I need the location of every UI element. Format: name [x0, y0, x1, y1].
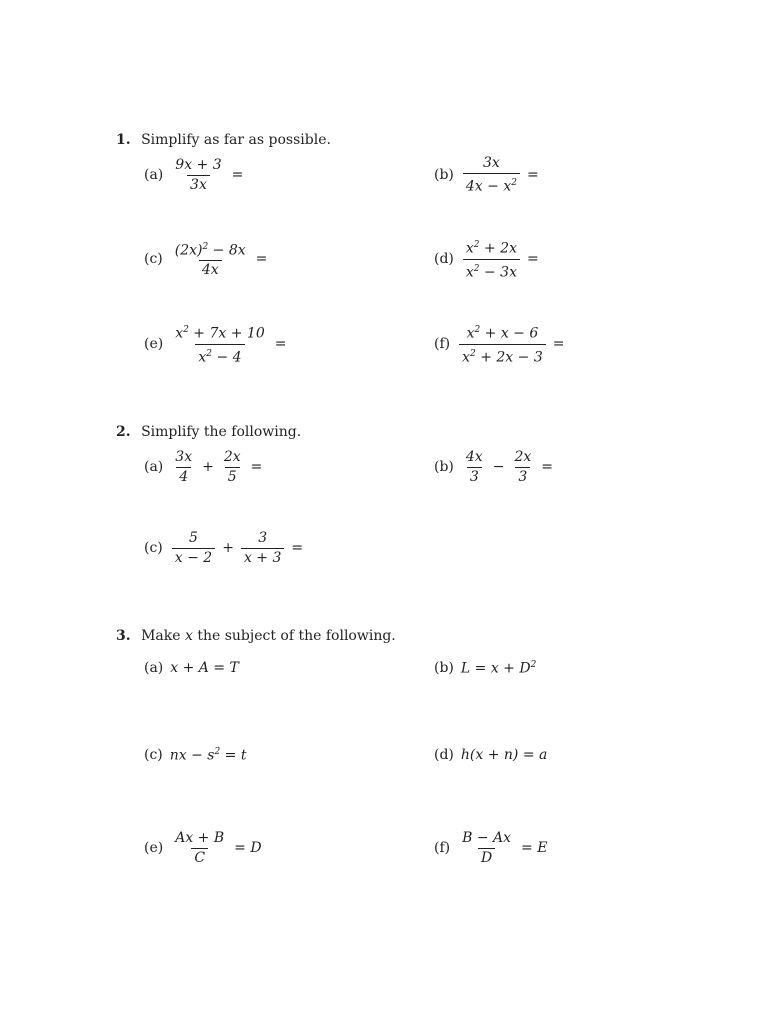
- operator: +: [202, 459, 214, 475]
- question-text-pre: Make: [141, 628, 181, 644]
- denominator: 4: [176, 467, 191, 485]
- fraction: [172, 240, 249, 279]
- q3-part-f: [434, 828, 552, 868]
- part-label: (d): [434, 251, 454, 267]
- fraction: [241, 531, 284, 566]
- denominator: C: [191, 848, 208, 866]
- numerator: $x^2 + 2x$: [465, 239, 517, 257]
- question-1-heading: [116, 132, 331, 148]
- equals-sign: =: [526, 167, 539, 183]
- fraction: [511, 450, 534, 485]
- numerator: 2x: [514, 448, 532, 465]
- q2-part-a: [144, 447, 267, 487]
- equals-sign: =: [231, 167, 244, 183]
- part-label: (b): [434, 459, 454, 475]
- denominator: 4x: [199, 260, 222, 278]
- part-label: (e): [144, 336, 164, 352]
- operator: +: [222, 540, 234, 556]
- part-label: (a): [144, 660, 164, 676]
- fraction: [172, 323, 268, 365]
- equals-sign: =: [255, 251, 268, 267]
- equation: h(x + n) = a: [460, 747, 548, 763]
- question-number: 1.: [116, 132, 131, 148]
- denominator: D: [478, 848, 495, 866]
- denominator: x + 3: [241, 548, 284, 566]
- part-label: (a): [144, 167, 164, 183]
- fraction: [172, 531, 215, 566]
- numerator: 3x: [175, 448, 193, 465]
- part-label: (f): [434, 336, 451, 352]
- equals-sign: =: [274, 336, 287, 352]
- question-variable: x: [184, 628, 193, 644]
- denominator: $x^2 + 2x - 3$: [459, 344, 546, 366]
- question-2-heading: [116, 424, 301, 440]
- part-label: (d): [434, 747, 454, 763]
- question-text: Simplify the following.: [141, 424, 302, 440]
- part-label: (e): [144, 840, 164, 856]
- q3-part-a: [144, 648, 239, 688]
- numerator: $x^2 + 7x + 10$: [175, 324, 265, 342]
- numerator: 3x: [483, 154, 500, 171]
- part-label: (b): [434, 167, 454, 183]
- part-label: (c): [144, 540, 163, 556]
- denominator: 3: [467, 467, 482, 485]
- q1-part-c: [144, 239, 272, 279]
- equation-rhs: = E: [521, 840, 548, 856]
- q3-part-e: [144, 828, 267, 868]
- equation: x + A = T: [170, 660, 239, 676]
- denominator: x − 2: [172, 548, 215, 566]
- numerator: 9x + 3: [175, 156, 222, 173]
- q1-part-a: [144, 155, 248, 195]
- question-text-post: the subject of the following.: [197, 628, 396, 644]
- equals-sign: =: [526, 251, 539, 267]
- question-text: Simplify as far as possible.: [141, 132, 331, 148]
- part-label: (c): [144, 747, 163, 763]
- q3-part-d: [434, 735, 547, 775]
- part-label: (c): [144, 251, 163, 267]
- equation-rhs: = D: [234, 840, 262, 856]
- numerator: Ax + B: [175, 829, 225, 846]
- fraction: [463, 156, 520, 195]
- equals-sign: =: [250, 459, 263, 475]
- q1-part-e: [144, 324, 291, 364]
- question-3-heading: [116, 628, 396, 644]
- equation: $L = x + D^2$: [460, 659, 537, 677]
- fraction: [459, 831, 514, 866]
- fraction: [459, 323, 546, 365]
- equals-sign: =: [291, 540, 304, 556]
- denominator: $x^2 - 4$: [195, 344, 244, 366]
- question-number: 3.: [116, 628, 131, 644]
- numerator: 4x: [465, 448, 483, 465]
- numerator: B − Ax: [462, 829, 512, 846]
- part-label: (f): [434, 840, 451, 856]
- denominator: 3x: [187, 175, 210, 193]
- denominator: $4x - x^2$: [463, 173, 520, 195]
- fraction: [172, 158, 224, 193]
- equation: nx − $s^2 = t$: [169, 746, 247, 764]
- fraction: [172, 831, 227, 866]
- fraction: [221, 450, 244, 485]
- equals-sign: =: [552, 336, 565, 352]
- numerator: $x^2 + x - 6$: [466, 324, 539, 342]
- q2-part-b: [434, 447, 558, 487]
- numerator: 3: [258, 529, 268, 546]
- q1-part-d: [434, 239, 544, 279]
- numerator: $(2x)^2 - 8x$: [174, 241, 246, 259]
- q3-part-c: [144, 735, 247, 775]
- fraction: [463, 238, 520, 280]
- numerator: 5: [189, 529, 198, 546]
- numerator: 2x: [223, 448, 241, 465]
- fraction: [463, 450, 486, 485]
- part-label: (a): [144, 459, 164, 475]
- q1-part-b: [434, 155, 544, 195]
- q1-part-f: [434, 324, 569, 364]
- fraction: [172, 450, 195, 485]
- denominator: 3: [515, 467, 530, 485]
- q2-part-c: [144, 528, 308, 568]
- q3-part-b: [434, 648, 536, 688]
- denominator: $x^2 - 3x$: [463, 259, 520, 281]
- operator: −: [492, 459, 505, 475]
- equals-sign: =: [541, 459, 553, 475]
- question-number: 2.: [116, 424, 131, 440]
- denominator: 5: [225, 467, 240, 485]
- part-label: (b): [434, 660, 454, 676]
